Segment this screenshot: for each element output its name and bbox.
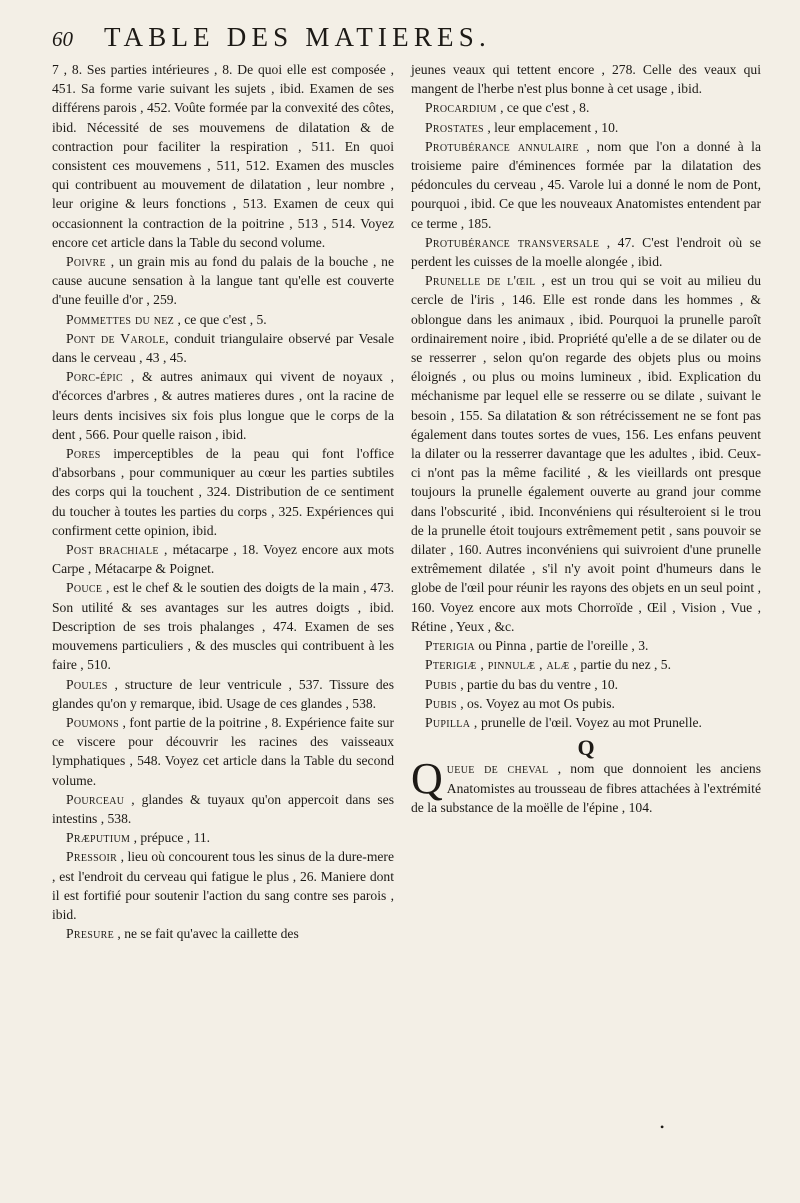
entry-text: jeunes veaux qui tettent encore , 278. Celle des veaux qui mangent de l'herbe n'est plus bonne à cet usage , ibid. bbox=[411, 62, 761, 97]
entry-text: , os. Voyez au mot Os pubis. bbox=[456, 695, 615, 711]
entry-text: , lieu où concourent tous les sinus de la dure-mere , est l'endroit du cerveau qui fatigue le plus , 26. Maniere dont il est fortifié pour soutenir l'action du sang contre ses parois , ibid. bbox=[52, 849, 394, 922]
entry-head: Procardium bbox=[425, 100, 497, 116]
entry-text: , est un trou qui se voit au milieu du cercle de l'iris , 146. Elle est ronde dans les hommes , & oblongue dans les animaux , ibid. Pourquoi la prunelle paroît ordinairement noire , ibid. Propriété qu'elle a de se dilater ou de se resserrer , selon qu'on regarde des objets plus ou moins éloignés , ou plus ou moins lumineux , ibid. Explication du méchanisme par lequel elle se resserre ou se dilate , suivant le besoin , 155. Sa dilatation & son rétrécissement ne se font pas également dans toutes sortes de vues, 156. Les enfans peuvent la dilater ou la resserrer davantage que les adultes , ibid. Ceux-ci n'ont pas la même facilité , & les vieillards ont presque toujours la prunelle également ouverte au grand jour comme dans l'obscurité , ibid. Inconvéniens qui résulteroient si le trou de la prunelle étoit toujours extrêmement petit , sans pouvoir se dilater , 160. Autres inconvéniens qui suivroient d'une prunelle extrêmement dilatée , s'il n'y avoit point d'humeurs dans le globe de l'œil pour réunir les rayons des objets en un seul point , 160. Voyez encore aux mots Chorroïde , Œil , Vision , Vue , Rétine , Yeux , &c. bbox=[411, 273, 761, 634]
entry-head: Pterigia bbox=[425, 638, 475, 654]
entry-head: Pont de Varole, bbox=[66, 330, 169, 346]
index-entry bbox=[52, 329, 394, 367]
entry-text: , & autres animaux qui vivent de noyaux , d'écorces d'arbres , & autres matieres dures , ont la racine de leurs dents incisives six fois plus longue que le corps de la dent , 566. Pour quelle raison , ibid. bbox=[52, 369, 394, 442]
index-entry bbox=[52, 444, 394, 540]
index-entry bbox=[411, 233, 761, 271]
entry-head: Pubis bbox=[425, 695, 457, 711]
index-entry bbox=[52, 578, 394, 674]
left-column bbox=[52, 60, 394, 943]
entry-head: Pouce bbox=[66, 580, 103, 596]
index-entry bbox=[411, 636, 761, 655]
entry-head: Poumons bbox=[66, 714, 119, 730]
index-entry bbox=[52, 60, 394, 252]
entry-text: , structure de leur ventricule , 537. Tissure des glandes qu'on y remarque, ibid. Usage de ces glandes , 538. bbox=[52, 676, 394, 711]
entry-head: Prunelle de l'œil bbox=[425, 273, 536, 289]
entry-head: Pourceau bbox=[66, 791, 125, 807]
index-entry bbox=[52, 675, 394, 713]
entry-head: Pupilla , bbox=[425, 714, 478, 730]
index-entry bbox=[52, 828, 394, 847]
index-entry bbox=[411, 675, 761, 694]
index-entry bbox=[52, 540, 394, 578]
page-number: 60 bbox=[52, 27, 73, 51]
entry-text: partie du nez , 5. bbox=[577, 657, 671, 673]
right-column bbox=[411, 60, 761, 817]
entry-text: imperceptibles de la peau qui font l'office d'absorbans , pour communiquer au cœur les parties subtiles des corps qui la touchent , 324. Distribution de ce sentiment du toucher à toutes les parties du corps , 325. Expériences qui confirment cette opinion, ibid. bbox=[52, 446, 394, 538]
entry-head: Post brachiale , bbox=[66, 542, 168, 558]
index-entry bbox=[52, 790, 394, 828]
entry-text: , un grain mis au fond du palais de la bouche , ne cause aucune sensation à la langue tant qu'elle est couverte d'une feuille d'or , 259. bbox=[52, 254, 394, 308]
entry-text: , ce que c'est , 8. bbox=[496, 100, 590, 116]
index-entry bbox=[411, 271, 761, 636]
entry-head: Pommettes du nez bbox=[66, 311, 175, 327]
index-entry bbox=[411, 655, 761, 674]
entry-head: Præputium bbox=[66, 830, 131, 846]
index-entry bbox=[411, 98, 761, 117]
entry-text: prunelle de l'œil. Voyez au mot Prunelle. bbox=[477, 714, 702, 730]
entry-head: Pressoir bbox=[66, 849, 118, 865]
entry-text: 7 , 8. Ses parties intérieures , 8. De quoi elle est composée , 451. Sa forme varie suivant les sujets , ibid. Examen de ses différens parois , 452. Voûte formée par la convexité des côtes, ibid. Nécessité de ses mouvemens de dilatation & de contraction pour faciliter la respiration , 511. En quoi consistent ces mouvemens , 511, 512. Examen des muscles qui contribuent au mouvement de dilatation , leur nombre , leur origine & leurs fonctions , 513. Examen de ceux qui occasionnent la contraction de la poitrine , 513 , 514. Voyez encore cet article dans la Table du second volume. bbox=[52, 62, 394, 250]
entry-head: Poules bbox=[66, 676, 108, 692]
entry-text: , glandes & tuyaux qu'on appercoit dans ses intestins , 538. bbox=[52, 791, 394, 826]
entry-queue-de-cheval bbox=[411, 754, 761, 817]
entry-text: , est le chef & le soutien des doigts de la main , 473. Son utilité & ses avantages sur les autres doigts , ibid. Description de ses trois phalanges , 474. Examen de ses mouvemens particuliers , & des muscles qui contribuent à les faire , 510. bbox=[52, 580, 394, 673]
entry-head: Prostates bbox=[425, 119, 484, 135]
entry-head: Protubérance annulaire bbox=[425, 138, 579, 154]
entry-head: Porc-épic bbox=[66, 369, 124, 385]
entry-text: , nom que l'on a donné à la troisieme paire d'éminences formée par la dilatation des pédoncules du cerveau , 45. Varole lui a donné le nom de Pont, pourquoi , ibid. Ce que les nouveaux Anatomistes entendent par ce terme , 185. bbox=[411, 138, 761, 231]
index-entry bbox=[52, 310, 394, 329]
entry-text: , ne se fait qu'avec la caillette des bbox=[114, 926, 299, 942]
drop-cap: Q bbox=[411, 754, 443, 804]
index-entry bbox=[52, 367, 394, 444]
entry-text: , partie du bas du ventre , 10. bbox=[456, 676, 619, 692]
entry-text: , prépuce , 11. bbox=[130, 830, 211, 846]
entry-head: Pores bbox=[66, 446, 101, 462]
right-entries bbox=[411, 60, 761, 732]
index-entry bbox=[52, 847, 394, 924]
entry-head: Presure bbox=[66, 926, 114, 942]
entry-head: Poivre bbox=[66, 254, 106, 270]
index-entry bbox=[411, 713, 761, 732]
page-ornament: • bbox=[660, 1120, 665, 1134]
entry-text: , ce que c'est , 5. bbox=[174, 311, 267, 327]
entry-text: , 47. C'est l'endroit où se perdent les cuisses de la moelle alongée , ibid. bbox=[411, 234, 761, 270]
entry-head: Pubis bbox=[425, 676, 457, 692]
index-entry bbox=[52, 713, 394, 790]
index-entry bbox=[52, 924, 394, 943]
running-title: TABLE DES MATIERES. bbox=[104, 22, 491, 52]
section-letter: Q bbox=[577, 735, 595, 761]
entry-text: , font partie de la poitrine , 8. Expérience faite sur ce viscere pour découvrir les racines des vaisseaux lymphatiques , 548. Voyez cet article dans la Table du second volume. bbox=[52, 714, 394, 788]
entry-text: conduit triangulaire observé par Vesale dans le cerveau , 43 , 45. bbox=[52, 330, 394, 366]
index-entry bbox=[411, 694, 761, 713]
page-header bbox=[52, 22, 760, 58]
entry-text: , leur emplacement , 10. bbox=[483, 119, 619, 135]
index-entry bbox=[52, 252, 394, 310]
entry-text: métacarpe , 18. Voyez encore aux mots Carpe , Métacarpe & Poignet. bbox=[52, 542, 394, 577]
entry-head: ueue de cheval bbox=[446, 761, 549, 777]
entry-head: Protubérance transversale bbox=[425, 234, 600, 250]
entry-text: , nom que donnoient les anciens Anatomistes au trousseau de fibres attachées à l'extrémité de la substance de la moëlle de l'épine , 104. bbox=[411, 761, 761, 815]
index-entry bbox=[411, 60, 761, 98]
index-entry bbox=[411, 118, 761, 137]
entry-head: Pterigiæ , pinnulæ , alæ , bbox=[425, 657, 577, 673]
entry-text: ou Pinna , partie de l'oreille , 3. bbox=[474, 638, 649, 654]
index-entry bbox=[411, 137, 761, 233]
